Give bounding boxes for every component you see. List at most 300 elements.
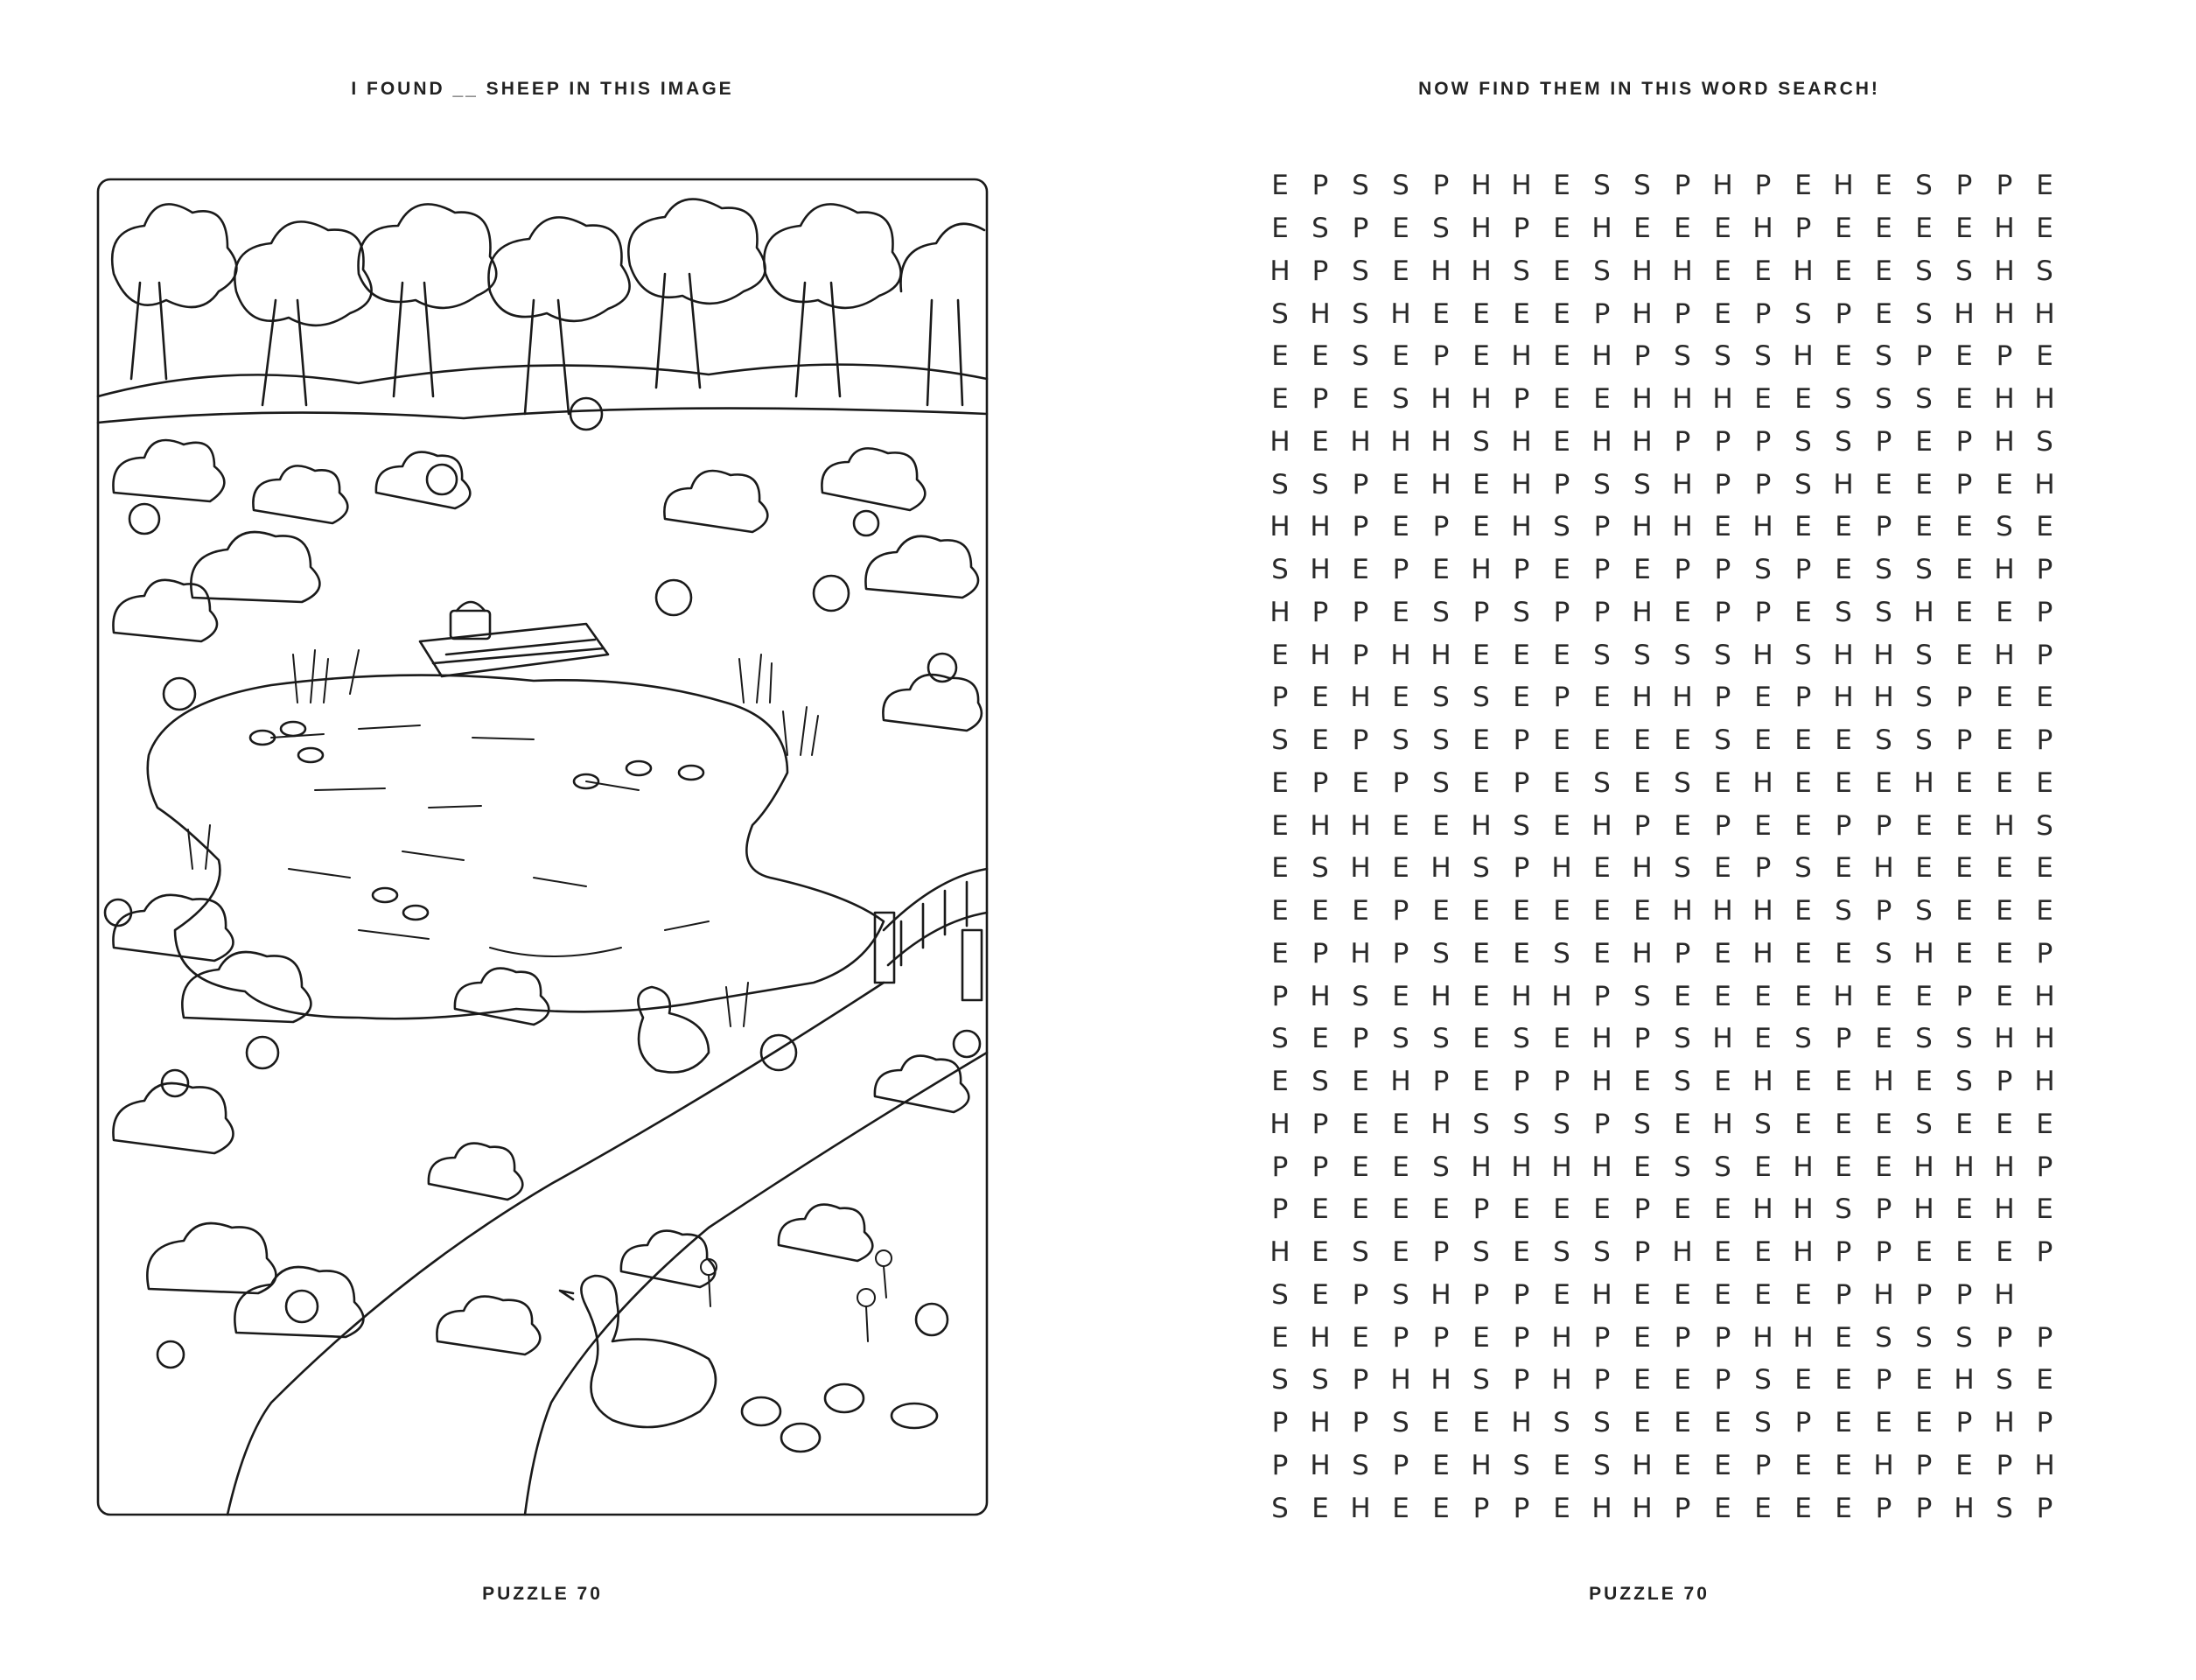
grid-letter[interactable]: E — [1472, 511, 1490, 543]
grid-letter[interactable]: E — [2036, 852, 2053, 885]
grid-letter[interactable]: E — [1754, 724, 1772, 757]
grid-letter[interactable]: E — [1553, 255, 1570, 287]
grid-letter[interactable]: P — [1915, 1278, 1933, 1311]
grid-letter[interactable]: H — [1430, 425, 1451, 458]
grid-letter[interactable]: E — [1835, 1449, 1852, 1481]
grid-letter[interactable]: E — [1271, 852, 1289, 885]
grid-letter[interactable]: H — [1511, 425, 1532, 458]
grid-letter[interactable]: E — [1472, 1023, 1490, 1055]
grid-letter[interactable]: S — [1915, 298, 1933, 330]
grid-letter[interactable]: H — [1430, 852, 1451, 885]
grid-letter[interactable]: P — [1352, 596, 1369, 628]
grid-letter[interactable]: E — [1915, 468, 1933, 500]
grid-letter[interactable]: P — [1674, 937, 1691, 970]
grid-letter[interactable]: S — [1875, 596, 1892, 628]
grid-letter[interactable]: E — [1311, 1023, 1329, 1055]
grid-letter[interactable]: P — [1392, 895, 1409, 928]
grid-letter[interactable]: E — [2036, 170, 2053, 202]
grid-letter[interactable]: E — [1674, 1449, 1691, 1481]
grid-letter[interactable]: E — [1271, 340, 1289, 373]
grid-letter[interactable]: P — [1593, 1321, 1611, 1354]
grid-letter[interactable]: E — [1794, 809, 1812, 842]
grid-letter[interactable]: E — [1996, 895, 2013, 928]
grid-letter[interactable]: P — [1352, 468, 1369, 500]
grid-letter[interactable]: P — [1633, 809, 1651, 842]
grid-letter[interactable]: E — [1392, 682, 1409, 714]
grid-letter[interactable]: H — [1471, 1151, 1492, 1183]
grid-letter[interactable]: P — [2036, 937, 2053, 970]
grid-letter[interactable]: E — [1835, 1108, 1852, 1140]
grid-letter[interactable]: P — [1593, 1364, 1611, 1396]
grid-letter[interactable]: H — [1752, 1194, 1773, 1226]
grid-letter[interactable]: P — [1513, 1321, 1530, 1354]
grid-letter[interactable]: H — [1833, 639, 1854, 671]
grid-letter[interactable]: E — [2036, 511, 2053, 543]
grid-letter[interactable]: E — [1593, 682, 1611, 714]
grid-letter[interactable]: S — [1996, 1492, 2013, 1524]
grid-letter[interactable]: E — [1915, 213, 1933, 245]
grid-letter[interactable]: S — [1955, 255, 1973, 287]
grid-letter[interactable]: S — [1593, 1236, 1611, 1269]
grid-letter[interactable]: E — [1311, 1236, 1329, 1269]
grid-letter[interactable]: S — [1432, 213, 1450, 245]
grid-letter[interactable]: H — [1430, 1278, 1451, 1311]
grid-letter[interactable]: P — [1674, 1321, 1691, 1354]
grid-letter[interactable]: E — [1714, 1066, 1731, 1098]
grid-letter[interactable]: H — [1632, 937, 1653, 970]
grid-letter[interactable]: P — [1392, 937, 1409, 970]
grid-letter[interactable]: H — [1430, 1108, 1451, 1140]
grid-letter[interactable]: H — [1430, 639, 1451, 671]
grid-letter[interactable]: E — [1754, 1151, 1772, 1183]
grid-letter[interactable]: E — [1472, 724, 1490, 757]
grid-letter[interactable]: H — [1632, 298, 1653, 330]
grid-letter[interactable]: E — [1915, 852, 1933, 885]
grid-letter[interactable]: E — [1311, 724, 1329, 757]
grid-letter[interactable]: S — [1674, 639, 1691, 671]
grid-letter[interactable]: E — [1553, 383, 1570, 416]
grid-letter[interactable]: H — [1350, 682, 1371, 714]
grid-letter[interactable]: S — [1915, 170, 1933, 202]
grid-letter[interactable]: E — [1553, 170, 1570, 202]
grid-letter[interactable]: E — [1311, 425, 1329, 458]
grid-letter[interactable]: P — [1835, 809, 1852, 842]
grid-letter[interactable]: S — [1754, 1364, 1772, 1396]
grid-letter[interactable]: S — [1513, 809, 1530, 842]
grid-letter[interactable]: H — [1471, 554, 1492, 586]
grid-letter[interactable]: H — [1591, 1066, 1612, 1098]
grid-letter[interactable]: P — [1352, 1364, 1369, 1396]
grid-letter[interactable]: P — [1875, 1364, 1892, 1396]
grid-letter[interactable]: S — [1875, 937, 1892, 970]
grid-letter[interactable]: E — [1271, 170, 1289, 202]
grid-letter[interactable]: H — [1833, 682, 1854, 714]
grid-letter[interactable]: S — [1472, 425, 1490, 458]
grid-letter[interactable]: E — [1875, 170, 1892, 202]
grid-letter[interactable]: P — [1915, 1449, 1933, 1481]
grid-letter[interactable]: S — [1754, 1407, 1772, 1439]
grid-letter[interactable]: S — [1553, 937, 1570, 970]
grid-letter[interactable]: H — [1672, 895, 1693, 928]
grid-letter[interactable]: S — [1311, 468, 1329, 500]
grid-letter[interactable]: H — [1752, 766, 1773, 799]
grid-letter[interactable]: E — [1996, 1108, 2013, 1140]
grid-letter[interactable]: H — [1712, 895, 1733, 928]
grid-letter[interactable]: P — [1714, 596, 1731, 628]
grid-letter[interactable]: S — [1271, 1023, 1289, 1055]
grid-letter[interactable]: P — [1352, 1407, 1369, 1439]
grid-letter[interactable]: E — [1553, 425, 1570, 458]
grid-letter[interactable]: E — [1714, 1278, 1731, 1311]
grid-letter[interactable]: S — [1392, 1407, 1409, 1439]
grid-letter[interactable]: E — [1835, 852, 1852, 885]
grid-letter[interactable]: E — [1996, 596, 2013, 628]
grid-letter[interactable]: P — [1875, 1194, 1892, 1226]
grid-letter[interactable]: H — [1310, 511, 1331, 543]
grid-letter[interactable]: S — [1593, 170, 1611, 202]
grid-letter[interactable]: P — [1311, 383, 1329, 416]
grid-letter[interactable]: E — [1553, 340, 1570, 373]
grid-letter[interactable]: E — [1955, 596, 1973, 628]
grid-letter[interactable]: S — [1432, 1023, 1450, 1055]
grid-letter[interactable]: S — [1392, 170, 1409, 202]
grid-letter[interactable]: S — [1875, 1321, 1892, 1354]
grid-letter[interactable]: H — [1551, 1151, 1572, 1183]
grid-letter[interactable]: S — [1271, 724, 1289, 757]
grid-letter[interactable]: H — [1672, 682, 1693, 714]
grid-letter[interactable]: P — [1754, 170, 1772, 202]
grid-letter[interactable]: H — [1471, 213, 1492, 245]
grid-letter[interactable]: E — [1472, 1066, 1490, 1098]
grid-letter[interactable]: S — [1513, 255, 1530, 287]
grid-letter[interactable]: E — [1915, 1364, 1933, 1396]
grid-letter[interactable]: S — [1513, 596, 1530, 628]
grid-letter[interactable]: E — [1352, 1108, 1369, 1140]
grid-letter[interactable]: P — [1593, 980, 1611, 1012]
grid-letter[interactable]: E — [1875, 980, 1892, 1012]
grid-letter[interactable]: H — [1350, 425, 1371, 458]
grid-letter[interactable]: S — [1794, 425, 1812, 458]
grid-letter[interactable]: E — [1996, 852, 2013, 885]
grid-letter[interactable]: E — [1714, 852, 1731, 885]
grid-letter[interactable]: S — [1513, 1449, 1530, 1481]
grid-letter[interactable]: E — [1432, 554, 1450, 586]
grid-letter[interactable]: H — [1632, 255, 1653, 287]
grid-letter[interactable]: S — [1432, 682, 1450, 714]
grid-letter[interactable]: S — [1955, 1321, 1973, 1354]
grid-letter[interactable]: H — [1471, 1449, 1492, 1481]
grid-letter[interactable]: E — [1311, 1278, 1329, 1311]
grid-letter[interactable]: H — [1430, 980, 1451, 1012]
grid-letter[interactable]: S — [1593, 766, 1611, 799]
grid-letter[interactable]: S — [1432, 766, 1450, 799]
grid-letter[interactable]: S — [1633, 1108, 1651, 1140]
grid-letter[interactable]: S — [1392, 1023, 1409, 1055]
grid-letter[interactable]: S — [1271, 468, 1289, 500]
grid-letter[interactable]: H — [1994, 1278, 2015, 1311]
grid-letter[interactable]: E — [1553, 724, 1570, 757]
grid-letter[interactable]: E — [1311, 1194, 1329, 1226]
grid-letter[interactable]: E — [1875, 1023, 1892, 1055]
grid-letter[interactable]: P — [1714, 682, 1731, 714]
grid-letter[interactable]: P — [1432, 1236, 1450, 1269]
grid-letter[interactable]: P — [1311, 1151, 1329, 1183]
grid-letter[interactable]: S — [2036, 255, 2053, 287]
grid-letter[interactable]: P — [2036, 1492, 2053, 1524]
grid-letter[interactable]: E — [1955, 340, 1973, 373]
grid-letter[interactable]: H — [1390, 425, 1411, 458]
grid-letter[interactable]: E — [1392, 1194, 1409, 1226]
grid-letter[interactable]: S — [1392, 724, 1409, 757]
grid-letter[interactable]: E — [1352, 1151, 1369, 1183]
grid-letter[interactable]: P — [1392, 554, 1409, 586]
grid-letter[interactable]: H — [1833, 170, 1854, 202]
grid-letter[interactable]: P — [1271, 682, 1289, 714]
grid-letter[interactable]: P — [1513, 383, 1530, 416]
grid-letter[interactable]: E — [1674, 724, 1691, 757]
grid-letter[interactable]: S — [1271, 554, 1289, 586]
grid-letter[interactable]: S — [1996, 511, 2013, 543]
grid-letter[interactable]: P — [1835, 1236, 1852, 1269]
grid-letter[interactable]: H — [1712, 1108, 1733, 1140]
grid-letter[interactable]: H — [1269, 1236, 1290, 1269]
grid-letter[interactable]: S — [1513, 1023, 1530, 1055]
grid-letter[interactable]: E — [1955, 1236, 1973, 1269]
grid-letter[interactable]: P — [1875, 895, 1892, 928]
grid-letter[interactable]: E — [1432, 1492, 1450, 1524]
grid-letter[interactable]: P — [1794, 1407, 1812, 1439]
grid-letter[interactable]: E — [1271, 1321, 1289, 1354]
grid-letter[interactable]: S — [1513, 1108, 1530, 1140]
grid-letter[interactable]: E — [2036, 766, 2053, 799]
grid-letter[interactable] — [2025, 1274, 2065, 1317]
grid-letter[interactable]: S — [1915, 682, 1933, 714]
grid-letter[interactable]: E — [1392, 255, 1409, 287]
grid-letter[interactable]: E — [1271, 809, 1289, 842]
grid-letter[interactable]: H — [1269, 511, 1290, 543]
grid-letter[interactable]: E — [1472, 639, 1490, 671]
grid-letter[interactable]: H — [1994, 639, 2015, 671]
grid-letter[interactable]: E — [1915, 1407, 1933, 1439]
grid-letter[interactable]: H — [1873, 682, 1894, 714]
grid-letter[interactable]: E — [1392, 1236, 1409, 1269]
grid-letter[interactable]: H — [1994, 383, 2015, 416]
grid-letter[interactable]: E — [1553, 639, 1570, 671]
grid-letter[interactable]: P — [1674, 554, 1691, 586]
grid-letter[interactable]: P — [1714, 425, 1731, 458]
grid-letter[interactable]: H — [1551, 852, 1572, 885]
grid-letter[interactable]: P — [1955, 468, 1973, 500]
grid-letter[interactable]: E — [2036, 340, 2053, 373]
grid-letter[interactable]: E — [1714, 1236, 1731, 1269]
grid-letter[interactable]: P — [1432, 511, 1450, 543]
grid-letter[interactable]: H — [1350, 809, 1371, 842]
grid-letter[interactable]: E — [1472, 766, 1490, 799]
grid-letter[interactable]: S — [1915, 383, 1933, 416]
grid-letter[interactable]: H — [1913, 1151, 1934, 1183]
grid-letter[interactable]: H — [1672, 383, 1693, 416]
grid-letter[interactable]: E — [1513, 937, 1530, 970]
grid-letter[interactable]: P — [1271, 1151, 1289, 1183]
grid-letter[interactable]: H — [1994, 255, 2015, 287]
grid-letter[interactable]: E — [1835, 511, 1852, 543]
grid-letter[interactable]: P — [1835, 298, 1852, 330]
grid-letter[interactable]: E — [1513, 682, 1530, 714]
grid-letter[interactable]: E — [1674, 1278, 1691, 1311]
grid-letter[interactable]: S — [1593, 255, 1611, 287]
grid-letter[interactable]: P — [1472, 596, 1490, 628]
grid-letter[interactable]: E — [1794, 1449, 1812, 1481]
grid-letter[interactable]: H — [1269, 425, 1290, 458]
grid-letter[interactable]: P — [1513, 724, 1530, 757]
grid-letter[interactable]: H — [1994, 425, 2015, 458]
grid-letter[interactable]: P — [1915, 1492, 1933, 1524]
grid-letter[interactable]: P — [1633, 1194, 1651, 1226]
grid-letter[interactable]: H — [1511, 170, 1532, 202]
grid-letter[interactable]: E — [1714, 766, 1731, 799]
grid-letter[interactable]: P — [1714, 1321, 1731, 1354]
grid-letter[interactable]: E — [1835, 255, 1852, 287]
grid-letter[interactable]: S — [1794, 852, 1812, 885]
grid-letter[interactable]: H — [1994, 809, 2015, 842]
grid-letter[interactable]: E — [1674, 596, 1691, 628]
grid-letter[interactable]: E — [1352, 766, 1369, 799]
grid-letter[interactable]: P — [1352, 724, 1369, 757]
grid-letter[interactable]: E — [1955, 809, 1973, 842]
grid-letter[interactable]: S — [1633, 170, 1651, 202]
grid-letter[interactable]: P — [1311, 937, 1329, 970]
grid-letter[interactable]: S — [1674, 1066, 1691, 1098]
grid-letter[interactable]: P — [1875, 425, 1892, 458]
grid-letter[interactable]: E — [1794, 1066, 1812, 1098]
grid-letter[interactable]: H — [1793, 340, 1814, 373]
grid-letter[interactable]: S — [1754, 1108, 1772, 1140]
grid-letter[interactable]: S — [1674, 766, 1691, 799]
grid-letter[interactable]: P — [2036, 1236, 2053, 1269]
grid-letter[interactable]: H — [2034, 1066, 2055, 1098]
grid-letter[interactable]: P — [1955, 170, 1973, 202]
grid-letter[interactable]: P — [1955, 724, 1973, 757]
grid-letter[interactable]: P — [1754, 425, 1772, 458]
grid-letter[interactable]: H — [1551, 1321, 1572, 1354]
grid-letter[interactable]: P — [1392, 766, 1409, 799]
grid-letter[interactable]: H — [1712, 383, 1733, 416]
grid-letter[interactable]: P — [1754, 468, 1772, 500]
grid-letter[interactable]: H — [1591, 213, 1612, 245]
grid-letter[interactable]: E — [1472, 937, 1490, 970]
grid-letter[interactable]: E — [1915, 809, 1933, 842]
grid-letter[interactable]: H — [1350, 1492, 1371, 1524]
grid-letter[interactable]: E — [1633, 213, 1651, 245]
grid-letter[interactable]: H — [1471, 383, 1492, 416]
grid-letter[interactable]: E — [1794, 724, 1812, 757]
grid-letter[interactable]: E — [1392, 809, 1409, 842]
grid-letter[interactable]: E — [2036, 1364, 2053, 1396]
grid-letter[interactable]: S — [1633, 639, 1651, 671]
grid-letter[interactable]: H — [1310, 639, 1331, 671]
grid-letter[interactable]: P — [1513, 1492, 1530, 1524]
grid-letter[interactable]: H — [2034, 383, 2055, 416]
grid-letter[interactable]: H — [1994, 554, 2015, 586]
grid-letter[interactable]: P — [1955, 425, 1973, 458]
grid-letter[interactable]: E — [1633, 766, 1651, 799]
grid-letter[interactable]: E — [1553, 1023, 1570, 1055]
grid-letter[interactable]: P — [1593, 1108, 1611, 1140]
grid-letter[interactable]: E — [1835, 1407, 1852, 1439]
grid-letter[interactable]: H — [1752, 1321, 1773, 1354]
grid-letter[interactable]: P — [1714, 554, 1731, 586]
grid-letter[interactable]: S — [1432, 596, 1450, 628]
grid-letter[interactable]: H — [1310, 1407, 1331, 1439]
grid-letter[interactable]: H — [1913, 596, 1934, 628]
grid-letter[interactable]: H — [1672, 1236, 1693, 1269]
grid-letter[interactable]: H — [1591, 1023, 1612, 1055]
grid-letter[interactable]: E — [1794, 980, 1812, 1012]
grid-letter[interactable]: P — [1915, 340, 1933, 373]
grid-letter[interactable]: E — [1432, 895, 1450, 928]
grid-letter[interactable]: S — [1553, 1407, 1570, 1439]
grid-letter[interactable]: P — [1311, 596, 1329, 628]
grid-letter[interactable]: S — [1352, 170, 1369, 202]
grid-letter[interactable]: E — [1633, 724, 1651, 757]
grid-letter[interactable]: E — [1513, 298, 1530, 330]
grid-letter[interactable]: H — [1752, 511, 1773, 543]
grid-letter[interactable]: P — [1352, 511, 1369, 543]
grid-letter[interactable]: E — [1955, 1194, 1973, 1226]
grid-letter[interactable]: P — [1392, 1321, 1409, 1354]
grid-letter[interactable]: E — [1955, 895, 1973, 928]
grid-letter[interactable]: H — [1793, 1194, 1814, 1226]
grid-letter[interactable]: H — [1310, 809, 1331, 842]
grid-letter[interactable]: E — [1674, 1108, 1691, 1140]
grid-letter[interactable]: E — [1835, 1321, 1852, 1354]
grid-letter[interactable]: E — [1352, 1066, 1369, 1098]
grid-letter[interactable]: E — [1955, 639, 1973, 671]
grid-letter[interactable]: H — [1471, 809, 1492, 842]
grid-letter[interactable]: H — [1873, 1066, 1894, 1098]
grid-letter[interactable]: S — [1593, 1449, 1611, 1481]
grid-letter[interactable]: E — [1311, 682, 1329, 714]
grid-letter[interactable]: E — [1392, 852, 1409, 885]
grid-letter[interactable]: E — [1593, 724, 1611, 757]
grid-letter[interactable]: S — [1674, 1023, 1691, 1055]
grid-letter[interactable]: S — [1311, 213, 1329, 245]
grid-letter[interactable]: H — [1350, 852, 1371, 885]
grid-letter[interactable]: P — [2036, 639, 2053, 671]
grid-letter[interactable]: H — [1752, 639, 1773, 671]
grid-letter[interactable]: H — [1873, 1449, 1894, 1481]
grid-letter[interactable]: E — [1794, 1492, 1812, 1524]
grid-letter[interactable]: E — [1271, 895, 1289, 928]
grid-letter[interactable]: E — [1915, 425, 1933, 458]
grid-letter[interactable]: H — [1632, 383, 1653, 416]
grid-letter[interactable]: H — [1551, 980, 1572, 1012]
grid-letter[interactable]: P — [1714, 809, 1731, 842]
grid-letter[interactable]: H — [1269, 1108, 1290, 1140]
grid-letter[interactable]: P — [1955, 1407, 1973, 1439]
grid-letter[interactable]: H — [1752, 937, 1773, 970]
grid-letter[interactable]: E — [1513, 639, 1530, 671]
grid-letter[interactable]: E — [1392, 596, 1409, 628]
grid-letter[interactable]: E — [1955, 554, 1973, 586]
grid-letter[interactable]: S — [1714, 639, 1731, 671]
grid-letter[interactable]: S — [1352, 340, 1369, 373]
grid-letter[interactable]: S — [1915, 639, 1933, 671]
grid-letter[interactable]: H — [1511, 980, 1532, 1012]
grid-letter[interactable]: H — [1994, 1194, 2015, 1226]
grid-letter[interactable]: P — [1352, 213, 1369, 245]
grid-letter[interactable]: E — [1553, 1492, 1570, 1524]
